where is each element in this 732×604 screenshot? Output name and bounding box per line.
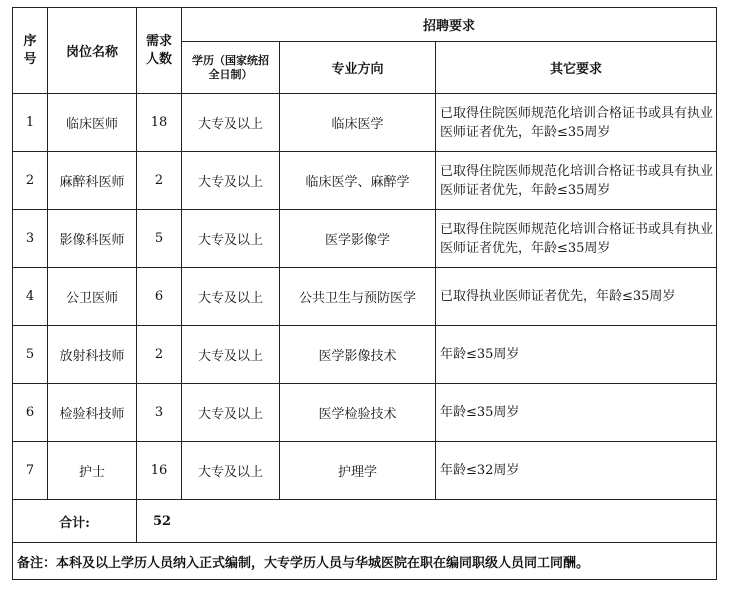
row-position: 麻醉科医师 xyxy=(48,152,137,210)
header-other: 其它要求 xyxy=(436,42,717,94)
row-major: 公共卫生与预防医学 xyxy=(280,268,436,326)
row-seq: 1 xyxy=(13,94,48,152)
row-seq: 6 xyxy=(13,384,48,442)
row-count: 2 xyxy=(137,326,182,384)
row-count: 5 xyxy=(137,210,182,268)
header-count: 需求人数 xyxy=(137,8,182,94)
row-education: 大专及以上 xyxy=(182,268,280,326)
table-row xyxy=(13,152,717,210)
row-seq: 5 xyxy=(13,326,48,384)
header-major: 专业方向 xyxy=(280,42,436,94)
table-row xyxy=(13,94,717,152)
table-row xyxy=(13,326,717,384)
header-education: 学历（国家统招全日制） xyxy=(182,42,280,94)
row-education: 大专及以上 xyxy=(182,152,280,210)
row-count: 2 xyxy=(137,152,182,210)
table-row xyxy=(13,210,717,268)
row-major: 临床医学、麻醉学 xyxy=(280,152,436,210)
row-seq: 2 xyxy=(13,152,48,210)
row-other: 年龄≤35周岁 xyxy=(436,326,717,384)
row-position: 护士 xyxy=(48,442,137,500)
row-seq: 3 xyxy=(13,210,48,268)
total-row xyxy=(13,500,717,543)
row-major: 护理学 xyxy=(280,442,436,500)
header-seq: 序号 xyxy=(13,8,48,94)
table-row xyxy=(13,384,717,442)
row-count: 3 xyxy=(137,384,182,442)
row-count: 16 xyxy=(137,442,182,500)
row-major: 临床医学 xyxy=(280,94,436,152)
header-requirements: 招聘要求 xyxy=(182,8,717,42)
recruitment-table xyxy=(12,7,717,580)
table-row xyxy=(13,268,717,326)
total-label: 合计: xyxy=(13,500,137,543)
row-count: 18 xyxy=(137,94,182,152)
table-row xyxy=(13,442,717,500)
row-seq: 4 xyxy=(13,268,48,326)
row-position: 放射科技师 xyxy=(48,326,137,384)
row-other: 已取得执业医师证者优先，年龄≤35周岁 xyxy=(436,268,717,326)
row-other: 已取得住院医师规范化培训合格证书或具有执业医师证者优先，年龄≤35周岁 xyxy=(436,94,717,152)
remarks-note: 备注：本科及以上学历人员纳入正式编制，大专学历人员与华城医院在职在编同职级人员同工同酬。 xyxy=(13,543,717,580)
row-position: 临床医师 xyxy=(48,94,137,152)
row-education: 大专及以上 xyxy=(182,210,280,268)
row-education: 大专及以上 xyxy=(182,384,280,442)
row-education: 大专及以上 xyxy=(182,442,280,500)
row-major: 医学影像技术 xyxy=(280,326,436,384)
row-major: 医学检验技术 xyxy=(280,384,436,442)
header-position: 岗位名称 xyxy=(48,8,137,94)
row-education: 大专及以上 xyxy=(182,326,280,384)
row-other: 已取得住院医师规范化培训合格证书或具有执业医师证者优先，年龄≤35周岁 xyxy=(436,210,717,268)
row-position: 影像科医师 xyxy=(48,210,137,268)
note-row xyxy=(13,543,717,580)
row-position: 公卫医师 xyxy=(48,268,137,326)
total-value: 52 xyxy=(137,500,717,543)
row-other: 年龄≤32周岁 xyxy=(436,442,717,500)
row-other: 已取得住院医师规范化培训合格证书或具有执业医师证者优先，年龄≤35周岁 xyxy=(436,152,717,210)
row-education: 大专及以上 xyxy=(182,94,280,152)
row-major: 医学影像学 xyxy=(280,210,436,268)
row-position: 检验科技师 xyxy=(48,384,137,442)
row-seq: 7 xyxy=(13,442,48,500)
row-count: 6 xyxy=(137,268,182,326)
row-other: 年龄≤35周岁 xyxy=(436,384,717,442)
